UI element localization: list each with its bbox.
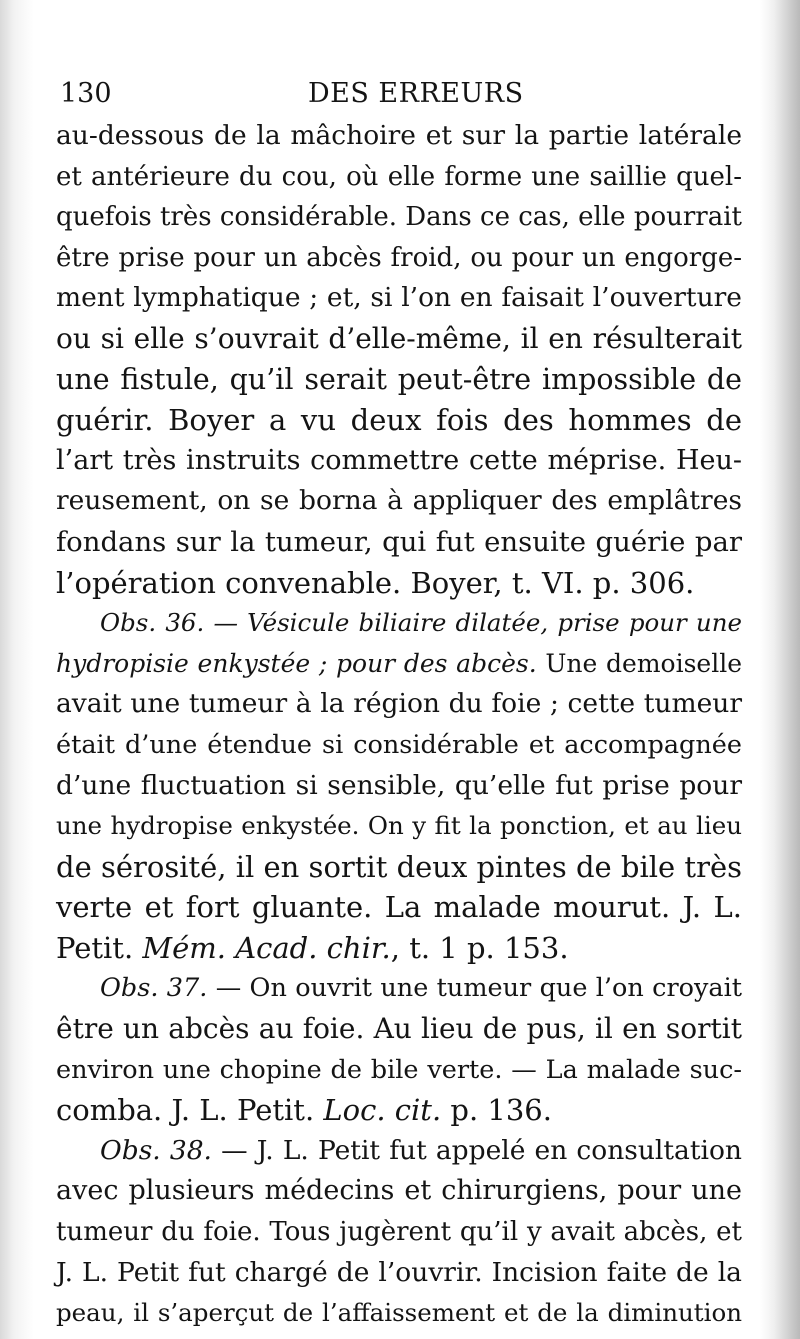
text-line: une hydropise enkystée. On y fit la ponction, et au lieu bbox=[56, 811, 742, 841]
text-line: environ une chopine de bile verte. — La malade suc- bbox=[56, 1054, 742, 1085]
text-run: Petit. bbox=[56, 930, 143, 965]
text-line: ment lymphatique ; et, si l’on en faisait l’ouverture bbox=[56, 282, 742, 314]
text-line: fondans sur la tumeur, qui fut ensuite guérie par bbox=[56, 525, 742, 558]
text-line: l’art très instruits commettre cette méprise. Heu- bbox=[56, 444, 742, 476]
text-run: Une demoiselle bbox=[536, 648, 742, 678]
text-line bbox=[56, 644, 742, 685]
text-line: ou si elle s’ouvrait d’elle-même, il en résulterait bbox=[56, 321, 742, 355]
text-line: être un abcès au foie. Au lieu de pus, il en sortit bbox=[56, 1012, 742, 1046]
text-line: d’une fluctuation si sensible, qu’elle fut prise pour bbox=[56, 769, 742, 801]
text-run: , t. 1 p. 153. bbox=[390, 930, 569, 965]
text-run: comba. J. L. Petit. bbox=[56, 1093, 324, 1128]
text-line: quefois très considérable. Dans ce cas, elle pourrait bbox=[56, 202, 742, 233]
text-line: était d’une étendue si considérable et accompagnée bbox=[56, 729, 742, 760]
text-run: p. 136. bbox=[441, 1093, 552, 1128]
text-line: guérir. Boyer a vu deux fois des hommes de bbox=[56, 403, 742, 438]
text-line: verte et fort gluante. La malade mourut. J. L. bbox=[56, 890, 742, 925]
page-body bbox=[56, 116, 742, 1334]
text-line: peau, il s’aperçut de l’affaissement et de la diminution bbox=[56, 1298, 742, 1328]
observation-title: — Vésicule biliaire dilatée, prise pour une bbox=[204, 608, 742, 638]
text-run: — On ouvrit une tumeur que l’on croyait bbox=[207, 973, 742, 1004]
text-line: J. L. Petit fut chargé de l’ouvrir. Incision faite de la bbox=[56, 1256, 742, 1288]
reference-line bbox=[56, 928, 742, 969]
observation-38-heading bbox=[56, 1131, 742, 1172]
text-line: et antérieure du cou, où elle forme une saillie quel- bbox=[56, 161, 742, 192]
text-line: reusement, on se borna à appliquer des emplâtres bbox=[56, 485, 742, 517]
reference-line bbox=[56, 1090, 742, 1131]
page-header bbox=[52, 74, 752, 114]
reference-title: Loc. cit. bbox=[323, 1093, 442, 1128]
observation-label: Obs. 37. bbox=[100, 973, 208, 1004]
observation-36-heading bbox=[56, 603, 742, 644]
page-edge-shadow bbox=[774, 0, 800, 1339]
text-line: avec plusieurs médecins et chirurgiens, pour une bbox=[56, 1175, 742, 1207]
observation-label: Obs. 38. bbox=[100, 1134, 212, 1166]
text-line: tumeur du foie. Tous jugèrent qu’il y avait abcès, et bbox=[56, 1217, 742, 1248]
reference-title: Mém. Acad. chir. bbox=[142, 930, 391, 965]
text-line: de sérosité, il en sortit deux pintes de bile très bbox=[56, 849, 742, 884]
running-head: DES ERREURS bbox=[308, 78, 524, 109]
text-line: être prise pour un abcès froid, ou pour un engorge- bbox=[56, 242, 742, 273]
text-line: au-dessous de la mâchoire et sur la partie latérale bbox=[56, 120, 742, 151]
observation-title: hydropisie enkystée ; pour des abcès. bbox=[56, 648, 537, 678]
page-number: 130 bbox=[60, 78, 112, 109]
text-line: l’opération convenable. Boyer, t. VI. p. 306. bbox=[56, 565, 695, 600]
observation-label: Obs. 36. bbox=[100, 608, 205, 638]
text-run: — J. L. Petit fut appelé en consultation bbox=[211, 1134, 743, 1166]
text-line: une fistule, qu’il serait peut-être impossible de bbox=[56, 362, 742, 396]
observation-37-heading bbox=[56, 968, 742, 1009]
text-line: avait une tumeur à la région du foie ; cette tumeur bbox=[56, 688, 742, 720]
